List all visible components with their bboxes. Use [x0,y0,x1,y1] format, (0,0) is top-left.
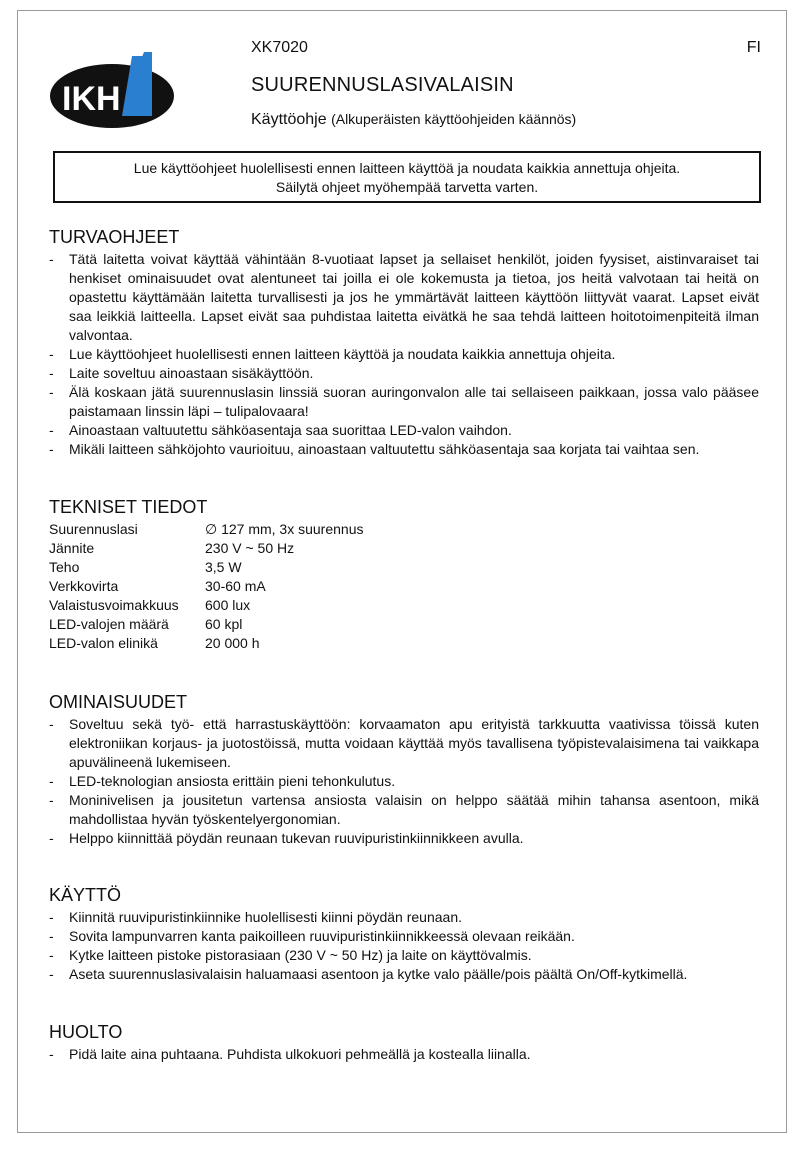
spec-row [49,596,759,615]
spec-row [49,558,759,577]
spec-row [49,634,759,653]
list-item: - Lue käyttöohjeet huolellisesti ennen laitteen käyttöä ja noudata kaikkia annettuja ohjeita. [49,345,759,364]
spec-value: 20 000 h [205,635,260,651]
usage-list [49,908,759,984]
spec-value: ∅ 127 mm, 3x suurennus [205,521,364,537]
list-item: - LED-teknologian ansiosta erittäin pieni tehonkulutus. [49,772,759,791]
logo-text: IKH [62,80,121,118]
page-title: SUURENNUSLASIVALAISIN [251,74,514,96]
spec-label: Valaistusvoimakkuus [49,597,179,613]
spec-value: 230 V ~ 50 Hz [205,540,295,556]
specs-table [49,520,759,653]
usage-section [49,885,759,984]
spec-label: Teho [49,559,80,575]
list-item: - Sovita lampunvarren kanta paikoilleen ruuvipuristinkiinnikkeessä olevaan reikään. [49,927,759,946]
list-item: - Pidä laite aina puhtaana. Puhdista ulkokuori pehmeällä ja kostealla liinalla. [49,1045,759,1064]
safety-heading: TURVAOHJEET [49,227,180,247]
list-item: - Ainoastaan valtuutettu sähköasentaja saa suorittaa LED-valon vaihdon. [49,421,759,440]
spec-label: LED-valon elinikä [49,635,158,651]
features-section [49,692,759,848]
maintenance-section [49,1022,759,1064]
safety-list [49,250,759,459]
notice-line-2: Säilytä ohjeet myöhempää tarvetta varten. [275,179,539,195]
subtitle [251,111,576,129]
list-item: - Älä koskaan jätä suurennuslasin linssiä suoran auringonvalon alle tai sellaiseen paikkaan, jossa valo pääsee paistamaan linssin läpi – tulipalovaara! [49,383,759,421]
safety-section [49,227,759,459]
spec-value: 60 kpl [205,616,243,632]
subtitle-main: Käyttöohje [251,111,327,128]
subtitle-note: (Alkuperäisten käyttöohjeiden käännös) [331,111,577,127]
ikh-logo [48,52,176,130]
notice-line-1: Lue käyttöohjeet huolellisesti ennen laitteen käyttöä ja noudata kaikkia annettuja ohjeita. [133,160,681,176]
spec-row [49,520,759,539]
spec-row [49,615,759,634]
language-code: FI [746,39,761,56]
list-item: - Moninivelisen ja jousitetun vartensa ansiosta valaisin on helppo säätää mihin tahansa asentoon, mikä mahdollistaa hyvän työskentelyergonomian. [49,791,759,829]
spec-value: 3,5 W [205,559,242,575]
maintenance-list [49,1045,759,1064]
list-item: - Helppo kiinnittää pöydän reunaan tukevan ruuvipuristinkiinnikkeen avulla. [49,829,759,848]
list-item: - Tätä laitetta voivat käyttää vähintään 8-vuotiaat lapset ja sellaiset henkilöt, joiden fyysiset, aistinvaraiset tai henkiset ominaisuudet ovat alentuneet tai joilla ei ole kokemusta ja tietoa, jos heitä valvotaan tai heitä on opastettu käyttämään laitetta turvallisesti ja jos he ymmärtävät laitteen käyttöön liittyvät vaarat. Lapset eivät saa leikkiä laitteella. Lapset eivät saa puhdistaa laitetta eivätkä he saa tehdä laitteen hoitotoimenpiteitä ilman valvontaa. [49,250,759,345]
spec-label: LED-valojen määrä [49,616,169,632]
specs-section [49,497,759,653]
list-item: - Laite soveltuu ainoastaan sisäkäyttöön. [49,364,759,383]
list-item: - Mikäli laitteen sähköjohto vaurioituu, ainoastaan valtuutettu sähköasentaja saa korjata tai vaihtaa sen. [49,440,759,459]
features-heading: OMINAISUUDET [49,692,188,712]
list-item: - Kytke laitteen pistoke pistorasiaan (230 V ~ 50 Hz) ja laite on käyttövalmis. [49,946,759,965]
spec-row [49,577,759,596]
spec-value: 30-60 mA [205,578,266,594]
specs-heading: TEKNISET TIEDOT [49,497,208,517]
model-number: XK7020 [251,39,308,56]
list-item: - Aseta suurennuslasivalaisin haluamaasi asentoon ja kytke valo päälle/pois päältä On/Off-kytkimellä. [49,965,759,984]
features-list [49,715,759,848]
list-item: - Soveltuu sekä työ- että harrastuskäyttöön: korvaamaton apu erityistä tarkkuutta vaativissa töissä kuten elektroniikan korjaus- ja juotostöissä, mutta voidaan käyttää myös tavallisena työpistevalaisimena tai vaikkapa apuvälineenä lukemiseen. [49,715,759,772]
usage-heading: KÄYTTÖ [49,885,122,905]
spec-value: 600 lux [205,597,251,613]
spec-label: Suurennuslasi [49,521,138,537]
spec-label: Jännite [49,540,95,556]
spec-label: Verkkovirta [49,578,119,594]
maintenance-heading: HUOLTO [49,1022,123,1042]
list-item: - Kiinnitä ruuvipuristinkiinnike huolellisesti kiinni pöydän reunaan. [49,908,759,927]
spec-row [49,539,759,558]
notice-box [53,151,761,203]
